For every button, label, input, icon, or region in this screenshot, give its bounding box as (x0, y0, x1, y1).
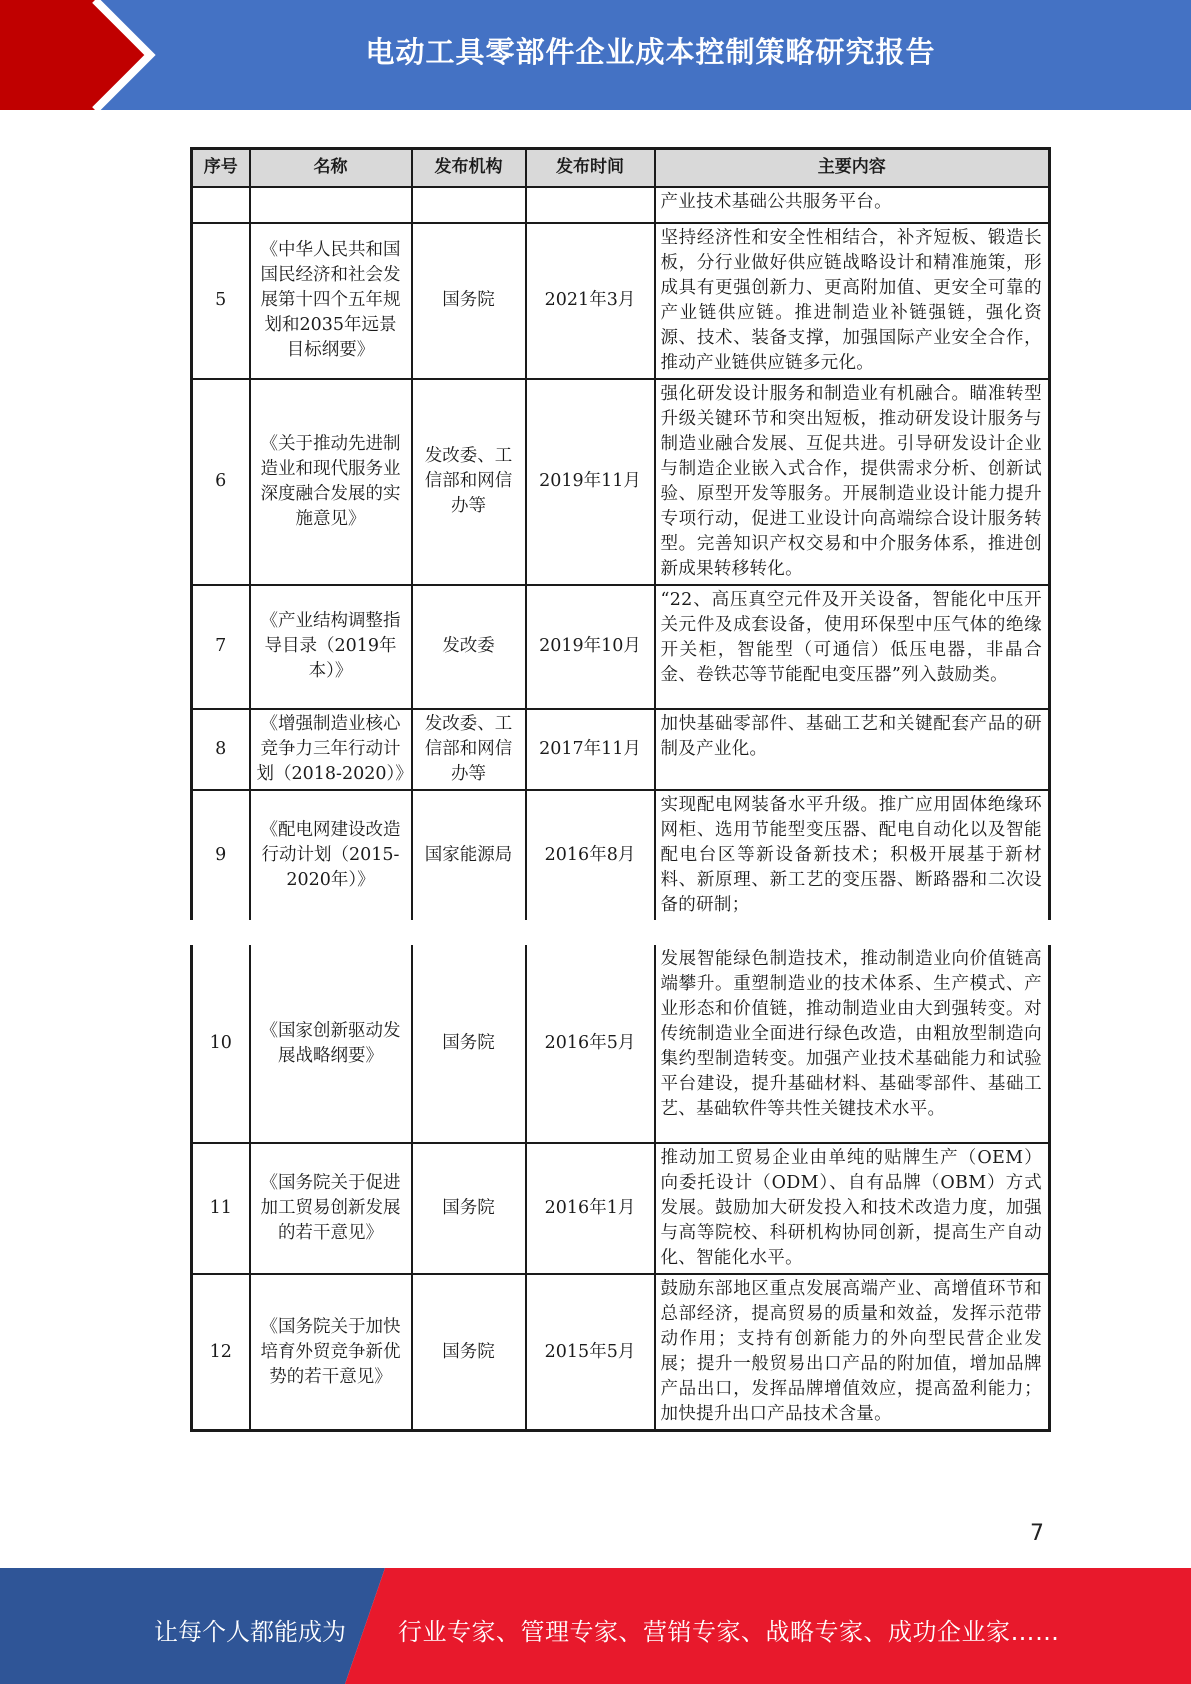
row-date: 2019年10月 (526, 585, 655, 709)
row-date: 2016年8月 (526, 790, 655, 920)
row-name: 《增强制造业核心竞争力三年行动计划（2018-2020）》 (250, 709, 412, 790)
table-header-row (192, 149, 1050, 187)
row-number: 10 (192, 945, 250, 1143)
page-footer (0, 1568, 1191, 1684)
row-content: 坚持经济性和安全性相结合，补齐短板、锻造长板，分行业做好供应链战略设计和精准施策，形成具有更强创新力、更高附加值、更安全可靠的产业链供应链。推进制造业补链强链，强化资源、技术、装备支撑，加强国际产业安全合作，推动产业链供应链多元化。 (655, 223, 1050, 379)
row-date: 2015年5月 (526, 1274, 655, 1431)
table-row (192, 187, 1050, 223)
row-content: 实现配电网装备水平升级。推广应用固体绝缘环网柜、选用节能型变压器、配电自动化以及智能配电台区等新设备新技术；积极开展基于新材料、新原理、新工艺的变压器、断路器和二次设备的研制； (655, 790, 1050, 920)
row-name: 《国务院关于促进加工贸易创新发展的若干意见》 (250, 1143, 412, 1274)
row-issuer: 国务院 (412, 945, 526, 1143)
table-row (192, 1143, 1050, 1274)
header-cell-number: 序号 (192, 149, 250, 187)
row-name: 《中华人民共和国国民经济和社会发展第十四个五年规划和2035年远景目标纲要》 (250, 223, 412, 379)
row-issuer: 发改委、工信部和网信办等 (412, 379, 526, 585)
table-row (192, 223, 1050, 379)
row-date: 2017年11月 (526, 709, 655, 790)
page-number: 7 (1030, 1521, 1044, 1546)
row-issuer: 发改委、工信部和网信办等 (412, 709, 526, 790)
row-issuer: 国务院 (412, 223, 526, 379)
row-number: 8 (192, 709, 250, 790)
policy-table-part-1 (190, 147, 1051, 920)
row-issuer: 国务院 (412, 1274, 526, 1431)
row-date: 2016年5月 (526, 945, 655, 1143)
row-issuer: 国家能源局 (412, 790, 526, 920)
row-content: 产业技术基础公共服务平台。 (655, 187, 1050, 223)
table-row (192, 790, 1050, 920)
row-number: 5 (192, 223, 250, 379)
report-title: 电动工具零部件企业成本控制策略研究报告 (365, 35, 936, 69)
row-date (526, 187, 655, 223)
table-row (192, 585, 1050, 709)
row-name (250, 187, 412, 223)
footer-slogan-left: 让每个人都能成为 (154, 1618, 346, 1646)
row-content: 发展智能绿色制造技术，推动制造业向价值链高端攀升。重塑制造业的技术体系、生产模式、产业形态和价值链，推动制造业由大到强转变。对传统制造业全面进行绿色改造，由粗放型制造向集约型制造转变。加强产业技术基础能力和试验平台建设，提升基础材料、基础零部件、基础工艺、基础软件等共性关键技术水平。 (655, 945, 1050, 1143)
header-cell-name: 名称 (250, 149, 412, 187)
row-number: 6 (192, 379, 250, 585)
row-name: 《配电网建设改造行动计划（2015-2020年）》 (250, 790, 412, 920)
header-cell-content: 主要内容 (655, 149, 1050, 187)
footer-slogan-right: 行业专家、管理专家、营销专家、战略专家、成功企业家…… (398, 1618, 1060, 1646)
row-date: 2021年3月 (526, 223, 655, 379)
row-content: 加快基础零部件、基础工艺和关键配套产品的研制及产业化。 (655, 709, 1050, 790)
row-issuer: 发改委 (412, 585, 526, 709)
row-name: 《产业结构调整指导目录（2019年本）》 (250, 585, 412, 709)
row-date: 2019年11月 (526, 379, 655, 585)
policy-table-part-2 (190, 945, 1051, 1432)
table-row (192, 945, 1050, 1143)
row-number: 11 (192, 1143, 250, 1274)
row-date: 2016年1月 (526, 1143, 655, 1274)
row-number (192, 187, 250, 223)
row-content: 强化研发设计服务和制造业有机融合。瞄准转型升级关键环节和突出短板，推动研发设计服务与制造业融合发展、互促共进。引导研发设计企业与制造企业嵌入式合作，提供需求分析、创新试验、原型开发等服务。开展制造业设计能力提升专项行动，促进工业设计向高端综合设计服务转型。完善知识产权交易和中介服务体系，推进创新成果转移转化。 (655, 379, 1050, 585)
row-issuer (412, 187, 526, 223)
header-cell-issuer: 发布机构 (412, 149, 526, 187)
row-content: 鼓励东部地区重点发展高端产业、高增值环节和总部经济，提高贸易的质量和效益，发挥示范带动作用；支持有创新能力的外向型民营企业发展；提升一般贸易出口产品的附加值，增加品牌产品出口，发挥品牌增值效应，提高盈利能力；加快提升出口产品技术含量。 (655, 1274, 1050, 1431)
row-issuer: 国务院 (412, 1143, 526, 1274)
row-name: 《关于推动先进制造业和现代服务业深度融合发展的实施意见》 (250, 379, 412, 585)
header-cell-date: 发布时间 (526, 149, 655, 187)
row-number: 7 (192, 585, 250, 709)
table-row (192, 379, 1050, 585)
page-header (0, 0, 1191, 110)
row-number: 9 (192, 790, 250, 920)
table-row (192, 709, 1050, 790)
row-content: 推动加工贸易企业由单纯的贴牌生产（OEM）向委托设计（ODM）、自有品牌（OBM）方式发展。鼓励加大研发投入和技术改造力度，加强与高等院校、科研机构协同创新，提高生产自动化、智能化水平。 (655, 1143, 1050, 1274)
row-number: 12 (192, 1274, 250, 1431)
table-row (192, 1274, 1050, 1431)
row-name: 《国务院关于加快培育外贸竞争新优势的若干意见》 (250, 1274, 412, 1431)
row-content: “22、高压真空元件及开关设备，智能化中压开关元件及成套设备，使用环保型中压气体的绝缘开关柜，智能型（可通信）低压电器，非晶合金、卷铁芯等节能配电变压器”列入鼓励类。 (655, 585, 1050, 709)
row-name: 《国家创新驱动发展战略纲要》 (250, 945, 412, 1143)
